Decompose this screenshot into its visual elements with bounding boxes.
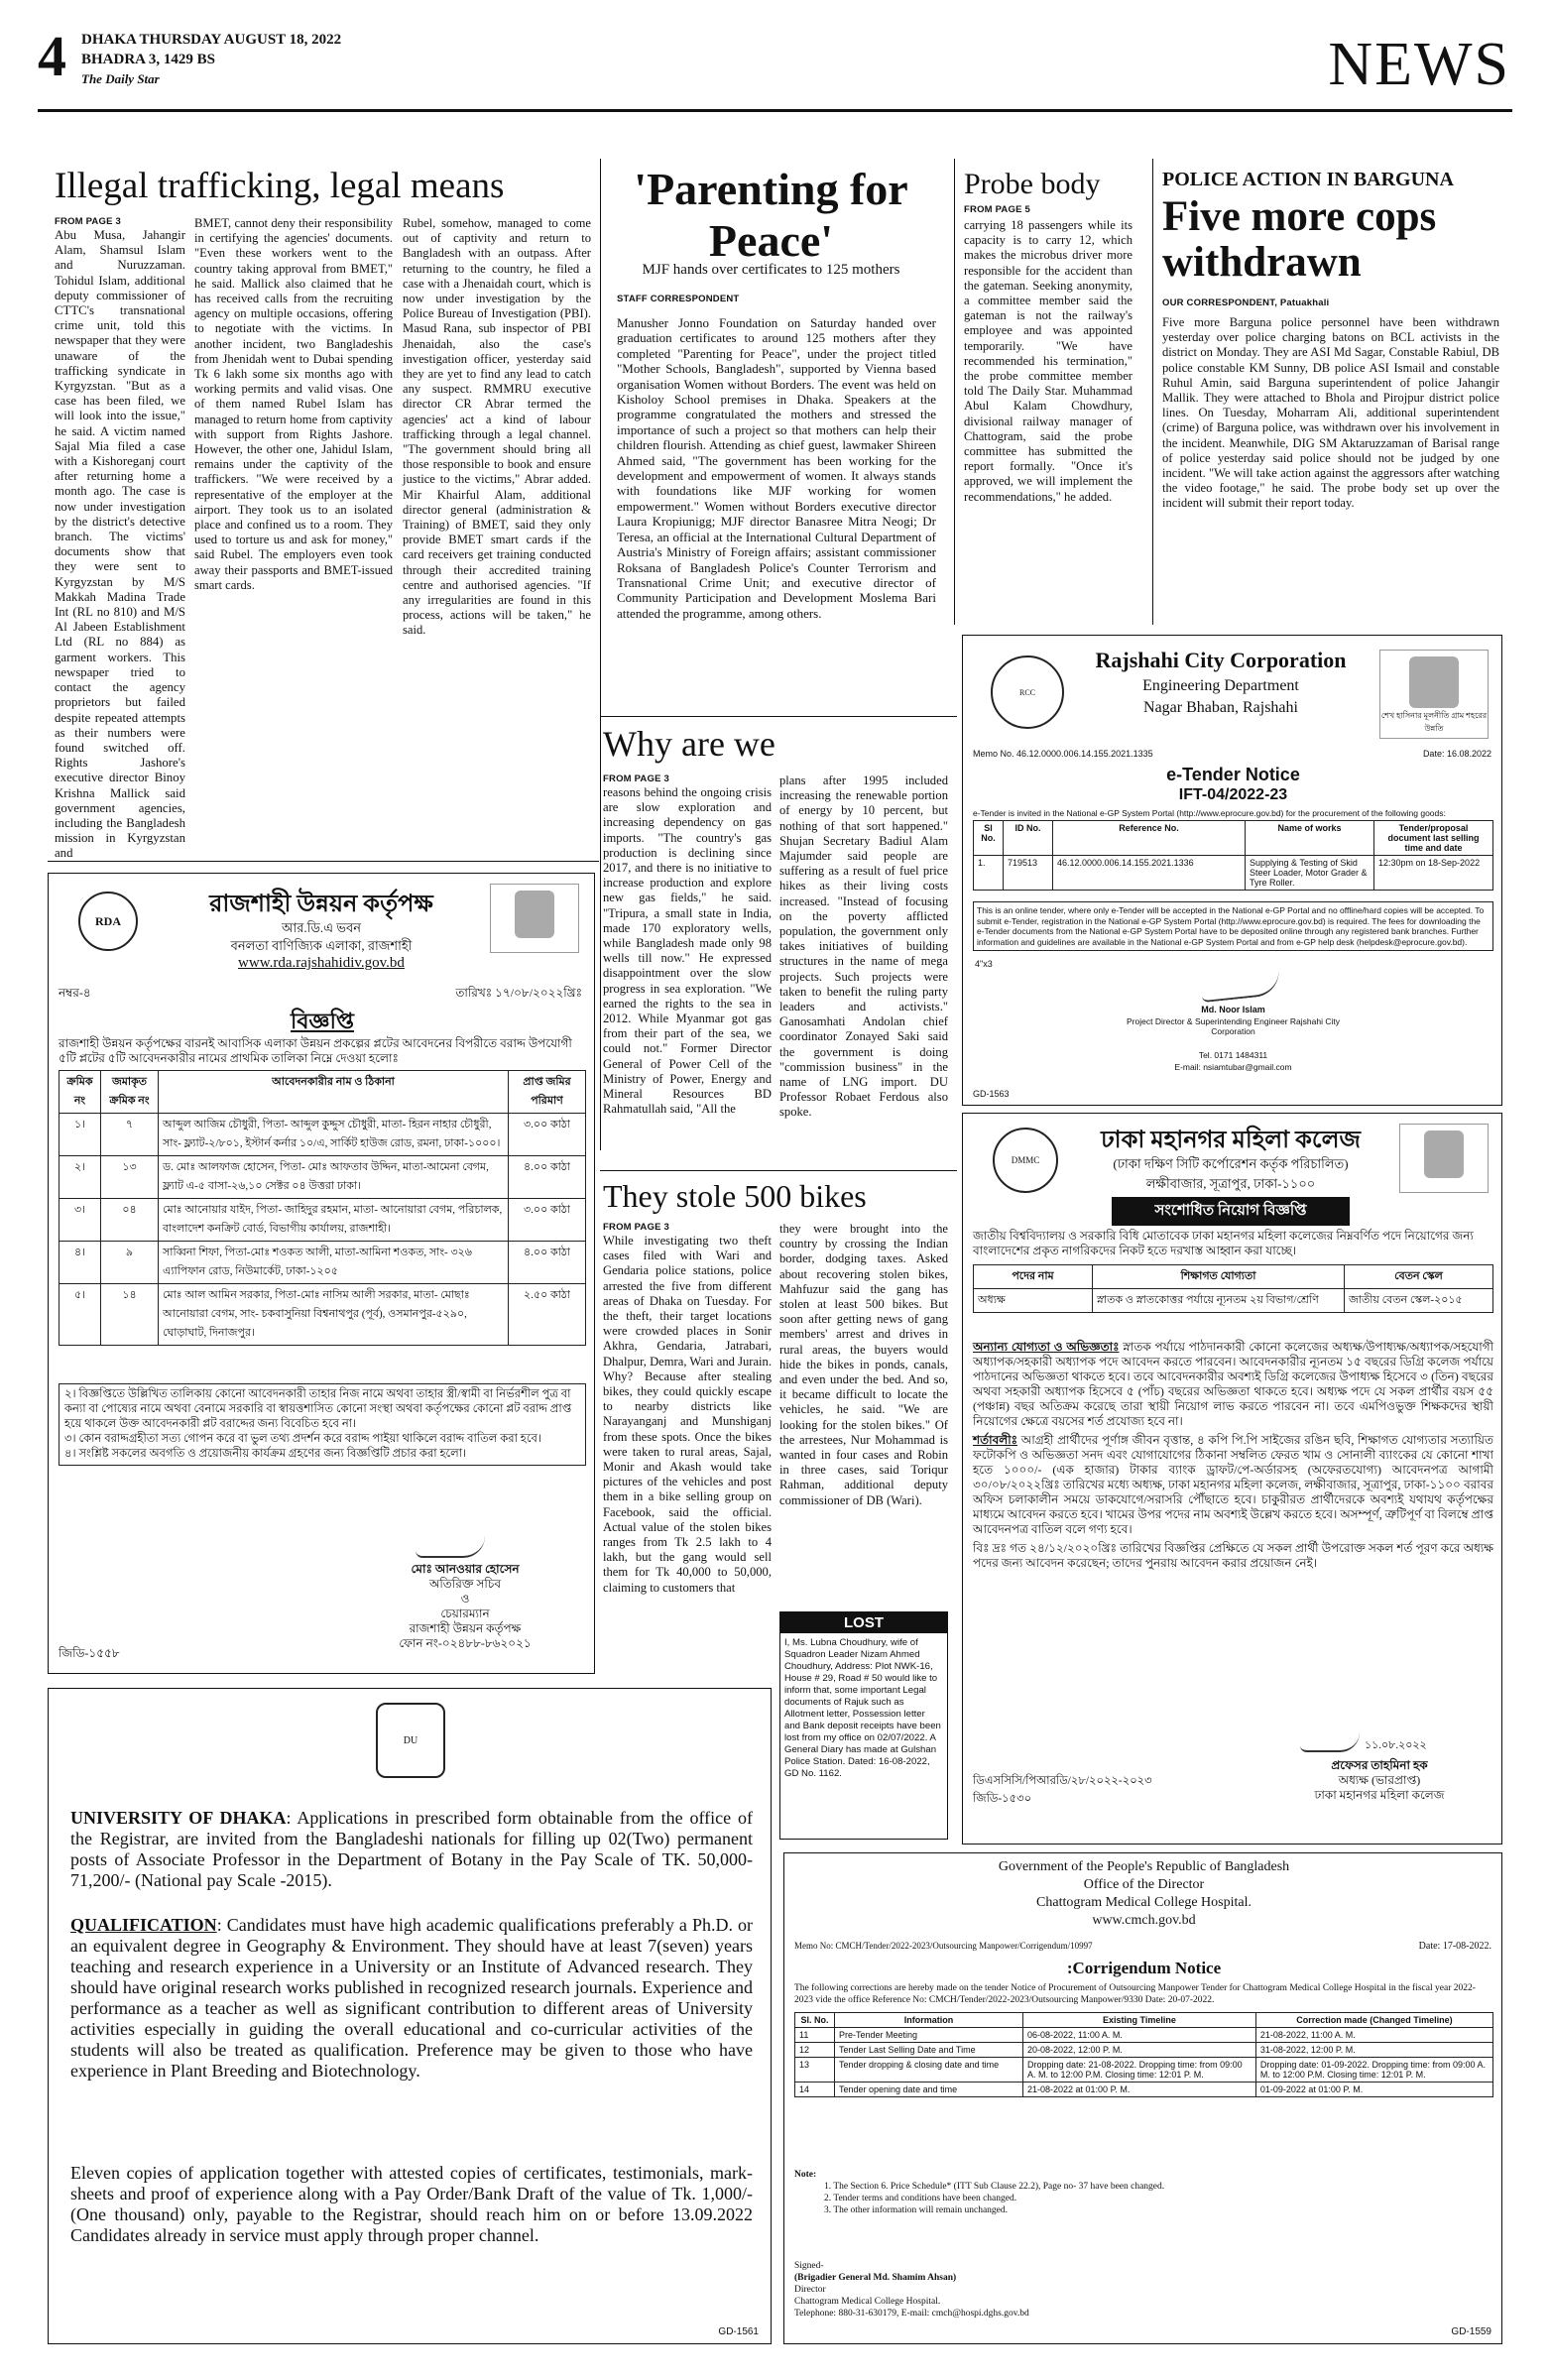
du-ad (48, 1688, 772, 2344)
police-headline: Five more cops withdrawn (1162, 193, 1437, 286)
cmch-note: 1. The Section 6. Price Schedule* (ITT Sub Clause 22.2), Page no- 37 have been changed. (824, 2182, 1165, 2192)
table-cell: 12:30pm on 18-Sep-2022 (1374, 856, 1493, 891)
college-other: স্নাতক পর্যায়ে পাঠদানকারী কোনো কলেজের অধ্যক্ষ/উপাধ্যক্ষ/অধ্যাপক/সহযোগী অধ্যাপক/সহকারী অধ্যাপক পদে আবেদন করতে পারবেন। আবেদনকারীর ন্যূনতম ১৫ বছরের ডিগ্রি কলেজ পর্যায়ে পাঠদানের অভিজ্ঞতা থাকতে হবে। তবে আবেদনকারীর অবশ্যই ডিগ্রি কলেজের উপাধ্যক্ষ হিসেবে ৩ (তিন) বছরের অথবা সহকারী অধ্যাপক হিসেবে ৫ (পাঁচ) বছরের অভিজ্ঞতা থাকতে হবে। অধ্যক্ষ পদে যে সকল প্রার্থীর বয়স ৫৫ (পঞ্চান্ন) বছর অতিক্রম করেছে তারা স্থায়ী নিয়োগ লাভ করতে পারবেন না। তবে এমপিওভুক্ত শিক্ষকদের স্থায়ী নিয়োগের ক্ষেত্রে বয়সের শর্ত প্রযোজ্য হবে না। (973, 1340, 1494, 1428)
rda-signature-icon (416, 1536, 485, 1558)
cmch-note: 3. The other information will remain unchanged. (824, 2205, 1009, 2215)
table-header: Correction made (Changed Timeline) (1255, 2013, 1492, 2028)
table-cell: 46.12.0000.006.14.155.2021.1336 (1053, 856, 1246, 891)
college-body (973, 1340, 1493, 1571)
parenting-headline: 'Parenting for Peace' (634, 164, 908, 266)
rcc-notice-title: e-Tender Notice (1166, 765, 1300, 784)
probe-from: FROM PAGE 5 (964, 204, 1030, 215)
college-terms-label: শর্তাবলীঃ (973, 1433, 1018, 1447)
cmch-office: Office of the Director (1083, 1877, 1205, 1892)
table-row (974, 856, 1493, 891)
cmch-tel: Telephone: 880-31-630179, E-mail: cmch@hospi.dghs.gov.bd (794, 2309, 1029, 2319)
table-header: বেতন স্কেল (1345, 1265, 1493, 1289)
rcc-dept: Engineering Department (1142, 677, 1299, 694)
rcc-footer: This is an online tender, where only e-Tender will be accepted in the National e-GP Portal and no offline/hard copies will be accepted. To submit e-Tender, registration in the National e-GP System Portal (http://www.eprocure.gov.bd) is required. The fees for downloading the e-Tender documents from the National e-GP System Portal have to be deposited online through any registered bank branches. Further information and guidelines are available in the National e-GP System Portal and from e-GP help desk (helpdesk@eprocure.gov.bd). (973, 901, 1493, 951)
probe-body: carrying 18 passengers while its capacity is to carry 12, which makes the microbus driver more responsible for the accident than the gateman. Seeking anonymity, a committee member said the gateman is not the railway's employee and was appointed temporarily. "We have recommended his termination," the probe committee member told The Daily Star. Muhammad Abul Kalam Chowdhury, divisional railway manager of Chattogram, said the probe committee has submitted the report formally. "Once it's approved, we will implement the recommendations," he added. (964, 218, 1133, 504)
portrait-icon (515, 891, 554, 938)
rcc-signer-title: Project Director & Superintending Engineer Rajshahi City Corporation (1127, 1016, 1340, 1036)
table-cell: Supplying & Testing of Skid Steer Loader, Motor Grader & Tyre Roller. (1246, 856, 1374, 891)
date-line: DHAKA THURSDAY AUGUST 18, 2022 (81, 32, 342, 48)
table-row (795, 2058, 1493, 2082)
rcc-date: Date: 16.08.2022 (1422, 749, 1491, 759)
table-header: জমাকৃত ক্রমিক নং (101, 1071, 159, 1114)
table-header: Reference No. (1053, 821, 1246, 856)
table-cell: মোঃ আনোয়ার যাইদ, পিতা- জাহিদুর রহমান, মাতা- আনোয়ারা বেগম, পরিচালক, বাংলাদেশ কনক্রিট বোর্ড, বিভাগীয় কার্যালয়, রাজশাহী। (159, 1199, 509, 1242)
college-sign-date: ১১.০৮.২০২২ (1365, 1739, 1427, 1751)
table-cell: স্নাতক ও স্নাতকোত্তর পর্যায়ে ন্যূনতম ২য় বিভাগ/শ্রেণি (1093, 1289, 1345, 1313)
college-note: বিঃ দ্রঃ গত ২৪/১২/২০২০খ্রিঃ তারিখের বিজ্ঞপ্তির প্রেক্ষিতে যে সকল প্রার্থী উপরোক্ত সকল শর্ত পূরণ করে অধ্যক্ষ পদের জন্য আবেদন করেছেন; তাদের পুনরায় আবেদন করার প্রয়োজন নেই। (973, 1541, 1493, 1570)
table-cell: 31-08-2022, 12:00 P. M. (1255, 2043, 1492, 2058)
table-row (974, 1289, 1493, 1313)
table-cell: অধ্যক্ষ (974, 1289, 1093, 1313)
table-cell: ৩.০০ কাঠা (509, 1199, 586, 1242)
table-cell: ৭ (101, 1114, 159, 1156)
table-cell: সাব্বিনা শিফা, পিতা-মোঃ শওকত আলী, মাতা-আমিনা শওকত, সাং- ৩২৬ এ্যাপিফান রোড, নিউমার্কেট, ঢাকা-১২০৫ (159, 1242, 509, 1284)
rda-notes (59, 1383, 586, 1466)
du-code: GD-1561 (718, 2326, 759, 2337)
divider (1152, 159, 1153, 625)
du-qual: : Candidates must have high academic qualifications preferably a Ph.D. or an equivalent degree in Geography & Environment. They should have at least 7(seven) years teaching and research experience in a University or an Institute of Advanced research. They should have original research works published in recognized research journals. Experience and performance as a teacher as well as significant contribution to different areas of University activities especially in guiding the overall educational and co-curricular activities of the students will also be treated as qualification. Preference may be given to those who have experience in Plant Breeding and Biotechnology. (70, 1915, 753, 2081)
paper-name: The Daily Star (81, 71, 160, 86)
parenting-byline: STAFF CORRESPONDENT (617, 294, 740, 304)
table-cell: আব্দুল আজিম চৌধুরী, পিতা- আব্দুল কুদ্দুস চৌধুরী, মাতা- হিরন নাহার চৌধুরী, সাং- ফ্ল্যাট-২/৮০১, ইস্টার্ন কর্নার ১০/এ, সার্কিট হাউজ রোড, রমনা, ঢাকা-১০০০। (159, 1114, 509, 1156)
cmch-title: :Corrigendum Notice (1066, 1959, 1222, 1977)
du-lead: : Applications in prescribed form obtainable from the office of the Registrar, are invited from the Bangladeshi nationals for filling up 02(Two) permanent posts of Associate Professor in the Department of Botany in the Pay Scale of TK. 50,000-71,200/- (National pay Scale -2015). (70, 1808, 753, 1890)
probe-headline: Probe body (964, 168, 1101, 200)
cmch-code: GD-1559 (1451, 2326, 1491, 2337)
table-row (60, 1284, 586, 1346)
rcc-badge-text: শেখ হাসিনার মূলনীতি গ্রাম শহরের উন্নতি (1380, 711, 1488, 733)
table-cell: 13 (795, 2058, 835, 2082)
rda-note-3: ৪। সংশ্লিষ্ট সকলের অবগতি ও প্রয়োজনীয় কার্যক্রম গ্রহণের জন্য বিজ্ঞপ্তিটি প্রচার করা হলো। (64, 1448, 467, 1460)
table-row (795, 2082, 1493, 2097)
college-signature-icon (1300, 1732, 1360, 1752)
college-terms: আগ্রহী প্রার্থীদের পূর্ণাঙ্গ জীবন বৃত্তান্ত, ৪ কপি পি.পি সাইজের রঙিন ছবি, শিক্ষাগত যোগ্যতার সত্যায়িত ফটোকপি ও অভিজ্ঞতা সনদ এবং যোগাযোগের ঠিকানা সম্বলিত ফেরত খাম ও সোনালী ব্যাংকের যে কোনো শাখা হতে ১০০০/- (এক হাজার) টাকার ব্যাংক ড্রাফট/পে-অর্ডারসহ (অফেরতযোগ্য) আবেদনপত্র আগামী ৩০/০৮/২০২২খ্রিঃ তারিখের মধ্যে অধ্যক্ষ, ঢাকা মহানগর মহিলা কলেজ, লক্ষীবাজার, সূত্রাপুর, ঢাকা-১১০০ বরাবর অফিস চলাকালীন সময়ে ডাকযোগে/সরাসরি পৌঁছাতে হবে। চাকুরীরত প্রার্থীদেরকে অবশ্যই যথাযথ কর্তৃপক্ষের মাধ্যমে আবেদন করতে হবে। খামের উপর পদের নাম অবশ্যই উল্লেখ করতে হবে। অসম্পূর্ণ, ত্রুটিপূর্ণ বা বিলম্বে প্রাপ্ত আবেদনপত্র বাতিল বলে গণ্য হবে। (973, 1433, 1493, 1536)
trafficking-from: FROM PAGE 3 (55, 216, 121, 227)
college-badge (1399, 1124, 1489, 1193)
cmch-signer-title: Director (794, 2285, 826, 2295)
rcc-invite: e-Tender is invited in the National e-GP System Portal (http://www.eprocure.gov.bd) for the procurement of the following goods: (973, 808, 1446, 818)
rcc-title: Rajshahi City Corporation (1095, 648, 1347, 672)
rda-phone: ফোন নং-০২৪৮৮-৮৬২০২১ (399, 1636, 532, 1650)
table-cell: ০৪ (101, 1199, 159, 1242)
rcc-logo-icon: RCC (991, 655, 1064, 729)
rcc-size: 4"x3 (975, 959, 993, 969)
police-body: Five more Barguna police personnel have been withdrawn yesterday over police charging batons on BCL activists in the district on Monday. They are ASI Md Sagar, Constable Rabiul, DB police constable KM Sunny, DB police ASI Ismail and constable Ruhul Amin, said Barguna superintendent of police Jahangir Mallik. They were attached to Bhola and Pirojpur district police lines. On Tuesday, Moharram Ali, additional superintendent (crime) of Barguna police, was withdrawn over his involvement in the incident. Meanwhile, DIG SM Aktaruzzaman of Barisal range of police yesterday said police should not be judged by one incident. "We will take action against the aggressors after watching the video footage," he said. The probe body set up over the incident will submit their report today. (1162, 315, 1499, 511)
rda-title: বিজ্ঞপ্তি (291, 1009, 354, 1033)
table-cell: Dropping date: 21-08-2022. Dropping time: from 09:00 A. M. to 12:00 P.M. Closing time: 12:01 P. M. (1023, 2058, 1256, 2082)
rda-website: www.rda.rajshahidiv.gov.bd (238, 955, 405, 971)
trafficking-bottom-rule (48, 861, 599, 862)
rcc-signer: Md. Noor Islam (1201, 1005, 1265, 1014)
table-row (60, 1242, 586, 1284)
trafficking-col1: Abu Musa, Jahangir Alam, Shamsul Islam and Nuruzzaman. Tohidul Islam, additional deputy commissioner of CTTC's transnational crime unit, told this newspaper that they were unaware of the trafficking syndicate in Kyrgyzstan. "But as a case has been filed, we will look into the issue," he said. A victim named Sajal Mia filed a case with a Kishoreganj court after returning home a month ago. The case is now under investigation by the district's detective branch. The victims' documents show that they were sent to Kyrgyzstan by M/S Makkah Madina Trade Int (RL no 810) and M/S Al Jabeen Establishment Ltd (RL no 884) as garment workers. This newspaper tried to contact the agency proprietors but failed despite repeated attempts as their numbers were found switched off. Rights Jashore's executive director Binoy Krishna Mallick said government agencies, including the Bangladesh mission in Kyrgyzstan and (55, 228, 185, 861)
rda-table (59, 1070, 586, 1346)
table-header: ক্রমিক নং (60, 1071, 101, 1114)
rda-logo-icon: RDA (78, 892, 138, 951)
table-cell: ৪। (60, 1242, 101, 1284)
rda-signer-title1: অতিরিক্ত সচিব (428, 1577, 502, 1591)
table-header: ID No. (1004, 821, 1053, 856)
cmch-ad (783, 1852, 1502, 2344)
table-cell: ৯ (101, 1242, 159, 1284)
portrait-icon (1409, 656, 1459, 708)
college-title: ঢাকা মহানগর মহিলা কলেজ (1101, 1128, 1361, 1153)
divider (600, 1170, 957, 1171)
table-cell: 20-08-2022, 12:00 P. M. (1023, 2043, 1256, 2058)
bikes-col2: they were brought into the country by crossing the Indian border, dodging taxes. Asked about recovering stolen bikes, Mahfuzur said the gang has stolen at least 500 bikes. But soon after getting news of gang members' arrest and drives in rural areas, the buyers would hide the bikes in ponds, canals, and even under the bed. And so, it became difficult to locate the vehicles, he said. "We are looking for the stolen bikes." Of the arrestees, Nur Mohammad is wanted in four cases and Robin in three cases, said Toriqur Rahman, additional deputy commissioner of DB (Wari). (779, 1222, 948, 1507)
cmch-note: 2. Tender terms and conditions have been changed. (824, 2194, 1017, 2203)
why-col1: reasons behind the ongoing crisis are slow exploration and increasing dependency on gas imports. "The country's gas production is declining since 2017, and there is no initiative to increase production and explore new gas fields," he said. "Tripura, a small state in India, made 170 exploratory wells, while Bangladesh made only 98 wells till now." He expressed disappointment over the slow progress in sea exploration. "We earned the rights to the sea in 2012. While Myanmar got gas from their part of the sea, we could not." Former Director General of Power Cell of the Ministry of Power, Energy and Mineral Resources BD Rahmatullah said, "All the (603, 785, 772, 1117)
table-cell: ২। (60, 1156, 101, 1199)
rda-badge (490, 884, 579, 953)
table-cell: ২.৫০ কাঠা (509, 1284, 586, 1346)
table-cell: 12 (795, 2043, 835, 2058)
police-kicker: POLICE ACTION IN BARGUNA (1162, 169, 1454, 190)
rda-date: তারিখঃ ১৭/০৮/২০২২খ্রিঃ (455, 986, 582, 1000)
bikes-headline: They stole 500 bikes (603, 1178, 867, 1214)
cmch-name: Chattogram Medical College Hospital. (1036, 1895, 1252, 1910)
rcc-address: Nagar Bhaban, Rajshahi (1143, 699, 1298, 716)
du-lead-label: UNIVERSITY OF DHAKA (70, 1808, 287, 1828)
du-logo-icon: DU (376, 1703, 445, 1778)
rda-signer-title2: ও (460, 1592, 470, 1606)
rda-note-2: ৩। কোন বরাদ্দগ্রহীতা সত্য গোপন করে বা ভুল তথ্য প্রদর্শন করে বরাদ্দ পাইয়া থাকিলে বরাদ্দ বাতিল করা হবে। (64, 1433, 541, 1445)
rda-ad (48, 873, 595, 1674)
college-signer-org: ঢাকা মহানগর মহিলা কলেজ (1314, 1788, 1445, 1802)
rda-address1: আর.ডি.এ ভবন (282, 920, 361, 935)
table-header: Tender/proposal document last selling time and date (1374, 821, 1493, 856)
college-ad (962, 1113, 1502, 1844)
table-header: পদের নাম (974, 1265, 1093, 1289)
table-row (60, 1156, 586, 1199)
table-cell: ৪.০০ কাঠা (509, 1242, 586, 1284)
rcc-table (973, 820, 1493, 891)
table-cell: 21-08-2022 at 01:00 P. M. (1023, 2082, 1256, 2097)
cmch-date: Date: 17-08-2022. (1418, 1941, 1491, 1952)
why-from: FROM PAGE 3 (603, 774, 669, 784)
rcc-notice-id: IFT-04/2022-23 (1178, 786, 1288, 803)
college-intro: জাতীয় বিশ্ববিদ্যালয় ও সরকারি বিধি মোতাবেক ঢাকা মহানগর মহিলা কলেজের নিম্নবর্ণিত পদে নিয়োগের জন্য বাংলাদেশের প্রকৃত নাগরিকদের নিকট হতে দরখাস্ত আহ্বান করা যাচ্ছে। (973, 1229, 1474, 1257)
cmch-web: www.cmch.gov.bd (1092, 1913, 1196, 1928)
divider (600, 716, 957, 717)
table-header: শিক্ষাগত যোগ্যতা (1093, 1265, 1345, 1289)
du-apply: Eleven copies of application together with attested copies of certificates, testimonials, mark-sheets and proof of experience along with a Pay Order/Bank Draft of the value of Tk. 1,000/-(One thousand) only, payable to the Registrar, should reach him on or before 13.09.2022 Candidates already in service must apply through proper channel. (70, 2163, 753, 2245)
table-header: প্রাপ্ত জমির পরিমাণ (509, 1071, 586, 1114)
cmch-gov: Government of the People's Republic of Bangladesh (998, 1859, 1290, 1874)
police-byline: OUR CORRESPONDENT, Patuakhali (1162, 298, 1330, 308)
college-other-label: অন্যান্য যোগ্যতা ও অভিজ্ঞতাঃ (973, 1340, 1120, 1354)
table-row (795, 2043, 1493, 2058)
college-signer-title: অধ্যক্ষ (ভারপ্রাপ্ত) (1338, 1773, 1421, 1787)
college-code: জিডি-১৫৩০ (973, 1793, 1032, 1805)
table-cell: Tender dropping & closing date and time (835, 2058, 1023, 2082)
why-headline: Why are we (603, 724, 775, 764)
table-header: Information (835, 2013, 1023, 2028)
cmch-table (794, 2012, 1493, 2097)
table-row (60, 1114, 586, 1156)
rda-org: রাজশাহী উন্নয়ন কর্তৃপক্ষ (209, 892, 433, 917)
lost-title: LOST (780, 1612, 947, 1633)
rcc-memo: Memo No. 46.12.0000.006.14.155.2021.1335 (973, 749, 1153, 759)
rcc-tel: Tel. 0171 1484311 (1198, 1050, 1268, 1060)
table-header-row (60, 1071, 586, 1114)
section-name: NEWS (1328, 31, 1510, 98)
table-header-row (974, 1265, 1493, 1289)
table-cell: 06-08-2022, 11:00 A. M. (1023, 2028, 1256, 2043)
table-cell: 21-08-2022, 11:00 A. M. (1255, 2028, 1492, 2043)
college-address: লক্ষীবাজার, সূত্রাপুর, ঢাকা-১১০০ (1145, 1176, 1316, 1191)
trafficking-col2: BMET, cannot deny their responsibility in certifying the agencies' documents. "Even these workers went to the country taking approval from BMET," he said. Mallick also claimed that he has received calls from the recruiting agency on multiple occasions, offering to negotiate with the victims. In another incident, two Bangladeshis from Jhenidah went to Dubai spending Tk 6 lakh some six months ago with working permits and valid visas. One of them named Rubel Islam has managed to return home from captivity with support from Rights Jashore. However, the other one, Jahidul Islam, remains under the captivity of the traffickers. "We were received by a representative of the employer at the airport. They took us to an isolated place and confined us to a room. They used to torture us and ask for money," said Rubel. The employers even took away their passports and BMET-issued smart cards. (194, 216, 393, 592)
table-cell: Tender Last Selling Date and Time (835, 2043, 1023, 2058)
masthead-rule (38, 109, 1512, 112)
college-signer-block (1260, 1758, 1498, 1803)
parenting-body: Manusher Jonno Foundation on Saturday handed over graduation certificates to around 125 mothers after they completed "Parenting for Peace", under the project titled "Mother Schools, Bangladesh", supported by Vienna based organisation Women without Borders. The event was held on Kisholoy School premises in Dhaka. Speakers at the programme congratulated the mothers and stressed the importance of such a project so that mothers can help their children flourish. Attending as chief guest, lawmaker Shireen Ahmed said, "The government has been working for the development and empowerment of women. It always stands with foundations like MJF working for women empowerment." Women without Borders executive director Laura Kropiunigg; MJF director Banasree Mitra Neogi; Dr Teresa, an official at the International Cultural Department of Austria's Ministry of Foreign affairs; assistant commissioner Roksana of Bangladesh Police's Counter Terrorism and Transnational Crime Unit; and executive director of Community Participation and Development Moslema Bari attended the programme, among others. (617, 315, 936, 621)
why-col2: plans after 1995 included increasing the renewable portion of energy by 10 percent, but nothing of that sort happened." Shujan Secretary Badiul Alam Majumder said people are suffering as a result of fuel price hikes as their living costs increased. "Instead of focusing on the poverty afflicted population, the government only takes initiatives of building structures in the name of mega projects. Such projects were taken to benefit the ruling party leaders and activists." Ganosamhati Andolan chief coordinator Zonayed Saki said the government is doing "commission business" in the name of LNG import. DU Professor Robaet Ferdous also spoke. (779, 774, 948, 1120)
table-cell: 14 (795, 2082, 835, 2097)
cmch-signer-org: Chattogram Medical College Hospital. (794, 2297, 941, 2307)
rda-code: জিডি-১৫৫৮ (59, 1646, 120, 1660)
trafficking-col3: Rubel, somehow, managed to come out of captivity and return to Bangladesh with an outpass. After returning to the country, he filed a case with a Jhenaidah court, which is now under investigation by the Police Bureau of Investigation (PBI). Masud Rana, sub inspector of PBI Jhenaidah, also the case's investigation officer, yesterday said they are yet to find any lead to catch any suspect. RMMRU executive director CR Abrar termed the agencies' act a kind of labour trafficking through a legal channel. "The government should bring all those responsible to book and ensure justice to the victims," Abrar added. Mir Khairful Alam, additional director general (administration & Training) of BMET, said they only provide BMET smart cards if the card receivers get training conducted through their accredited training centre and authorised agencies. "If any irregularities are found in this process, actions will be taken," he said. (403, 216, 591, 638)
rcc-badge (1379, 650, 1489, 739)
college-ref: ডিএসসিসি/পিআরডি/২৮/২০২২-২০২৩ (973, 1775, 1152, 1787)
college-notice: সংশোধিত নিয়োগ বিজ্ঞপ্তি (1112, 1197, 1350, 1226)
college-table (973, 1264, 1493, 1313)
table-cell: জাতীয় বেতন স্কেল-২০১৫ (1345, 1289, 1493, 1313)
table-cell: 11 (795, 2028, 835, 2043)
rda-signer: মোঃ আনওয়ার হোসেন (411, 1562, 520, 1576)
rda-signer-title3: চেয়ারম্যান (440, 1606, 490, 1620)
rcc-signature-icon (1200, 969, 1281, 1003)
bikes-from: FROM PAGE 3 (603, 1222, 669, 1233)
college-logo-icon: DMMC (993, 1128, 1058, 1193)
table-header: Existing Timeline (1023, 2013, 1256, 2028)
rcc-tender-ad (962, 635, 1502, 1106)
cmch-signed: Signed- (794, 2261, 824, 2271)
table-cell: ৩। (60, 1199, 101, 1242)
table-header: Name of works (1246, 821, 1374, 856)
page-number: 4 (38, 24, 66, 88)
table-cell: ড. মোঃ আলফাজ হোসেন, পিতা- মোঃ আফতাব উদ্দিন, মাতা-আমেনা বেগম, ফ্ল্যাট এ-৫ বাসা-২৬,১০ সেক্টর ০৪ উত্তরা ঢাকা। (159, 1156, 509, 1199)
table-cell: ৩.০০ কাঠা (509, 1114, 586, 1156)
rda-note-1: ২। বিজ্ঞপ্তিতে উল্লিখিত তালিকায় কোনো আবেদনকারী তাহার নিজ নামে অথবা তাহার স্ত্রী/স্বামী বা নির্ভরশীল পুত্র বা কন্যা বা পোষ্যের নামে অথবা বেনামে সরকারি বা স্বায়ত্তশাসিত কোনো সংস্থা অথবা কর্তৃপক্ষের কোনো প্লট বরাদ্দ প্রাপ্ত হয়ে থাকলে উক্ত আবেদনকারী প্লট বরাদ্দের জন্য বিবেচিত হবে না। (64, 1388, 572, 1430)
du-qual-para (70, 1915, 753, 2082)
rda-signer-org: রাজশাহী উন্নয়ন কর্তৃপক্ষ (409, 1621, 522, 1635)
cmch-signer: (Brigadier General Md. Shamim Ahsan) (794, 2273, 957, 2283)
cmch-note-label: Note: (794, 2170, 817, 2180)
college-signer: প্রফেসর তাহমিনা হক (1331, 1758, 1428, 1772)
table-header: আবেদনকারীর নাম ও ঠিকানা (159, 1071, 509, 1114)
rcc-code: GD-1563 (973, 1089, 1010, 1099)
parenting-subhead: MJF hands over certificates to 125 mothers (642, 262, 900, 278)
cmch-memo: Memo No: CMCH/Tender/2022-2023/Outsourcing Manpower/Corrigendum/10997 (794, 1941, 1093, 1951)
cmch-signer-block (794, 2260, 1191, 2320)
bikes-col1: While investigating two theft cases filed with Wari and Gendaria police stations, police arrested the five from different areas of Dhaka on Tuesday. For the theft, their target locations were crowded places in Sonir Akhra, Gendaria, Jatrabari, Dhalpur, Demra, Wari and Jurain. Why? Because after stealing bikes, they could quickly escape to nearby districts like Narayanganj and Munshiganj from these spots. Once the bikes were taken to rural areas, Sajal, Monir and Akash would take pictures of the vehicles and post them in a bike selling group on Facebook, said the official. Actual value of the stolen bikes ranges from Tk 2.5 lakh to 4 lakh, but the gang would sell them for Tk 40,000 to 50,000, claiming to customers that (603, 1234, 772, 1595)
rcc-email: E-mail: nsiamtubar@gmail.com (1174, 1062, 1292, 1072)
table-header: Sl. No. (795, 2013, 835, 2028)
table-cell: ১৩ (101, 1156, 159, 1199)
divider (954, 159, 955, 625)
cmch-intro: The following corrections are hereby made on the tender Notice of Procurement of Outsourcing Manpower Tender for Chattogram Medical College Hospital in the fiscal year 2022-2023 vide the office Reference No: CMCH/Tender/2022-2023/Outsourcing Manpower/9330 Date: 20-07-2022. (794, 1983, 1476, 2005)
table-header-row (974, 821, 1493, 856)
cmch-notes (794, 2169, 1493, 2216)
table-cell: 1. (974, 856, 1004, 891)
du-qual-label: QUALIFICATION (70, 1915, 217, 1935)
du-lead-para (70, 1808, 753, 1891)
rda-signer-block (346, 1562, 584, 1651)
table-cell: ৫। (60, 1284, 101, 1346)
lost-notice (779, 1611, 948, 1840)
table-row (60, 1199, 586, 1242)
table-cell: ৪.০০ কাঠা (509, 1156, 586, 1199)
table-row (795, 2028, 1493, 2043)
table-cell: ১৪ (101, 1284, 159, 1346)
portrait-icon (1424, 1130, 1464, 1178)
table-cell: ১। (60, 1114, 101, 1156)
rda-memo: নম্বর-৪ (59, 986, 91, 1000)
bangla-date-line: BHADRA 3, 1429 BS (81, 52, 216, 67)
college-sub: (ঢাকা দক্ষিণ সিটি কর্পোরেশন কর্তৃক পরিচালিত) (1113, 1156, 1349, 1171)
table-cell: Dropping date: 01-09-2022. Dropping time: from 09:00 A. M. to 12:00 P.M. Closing time: 12:01 P. M. (1255, 2058, 1492, 2082)
divider (600, 159, 601, 1150)
table-cell: 719513 (1004, 856, 1053, 891)
rda-intro: রাজশাহী উন্নয়ন কর্তৃপক্ষের বারনই আবাসিক এলাকা উন্নয়ন প্রকল্পের প্লটের আবেদনের বিপরীতে বরাদ্দ উপযোগী ৫টি প্লটের ৫টি আবেদনকারীর নামের প্রাথমিক তালিকা নিম্নে দেওয়া হলোঃ (59, 1036, 572, 1065)
table-header: Sl No. (974, 821, 1004, 856)
rda-address2: বনলতা বাণিজ্যিক এলাকা, রাজশাহী (230, 938, 413, 953)
lost-body: I, Ms. Lubna Choudhury, wife of Squadron Leader Nizam Ahmed Choudhury, Address: Plot NWK-16, House # 29, Road # 50 would like to inform that, some important Legal documents of Rajuk such as Allotment letter, Possession letter and Bank deposit receipts have been lost from my office on 02/07/2022. A General Diary has made at Gulshan Police Station. Dated: 16-08-2022, GD No. 1162. (784, 1637, 941, 1779)
table-cell: Tender opening date and time (835, 2082, 1023, 2097)
trafficking-headline: Illegal trafficking, legal means (55, 166, 505, 206)
table-cell: 01-09-2022 at 01:00 P. M. (1255, 2082, 1492, 2097)
table-header-row (795, 2013, 1493, 2028)
table-cell: Pre-Tender Meeting (835, 2028, 1023, 2043)
table-cell: মোঃ আল আমিন সরকার, পিতা-মোঃ নাসিম আলী সরকার, মাতা- মোছাঃ আনোয়ারা বেগম, সাং- চকবাসুনিয়া বিশ্বনাথপুর (পূর্ব), ওসমানপুর-৫২৯০, ঘোড়াঘাট, দিনাজপুর। (159, 1284, 509, 1346)
